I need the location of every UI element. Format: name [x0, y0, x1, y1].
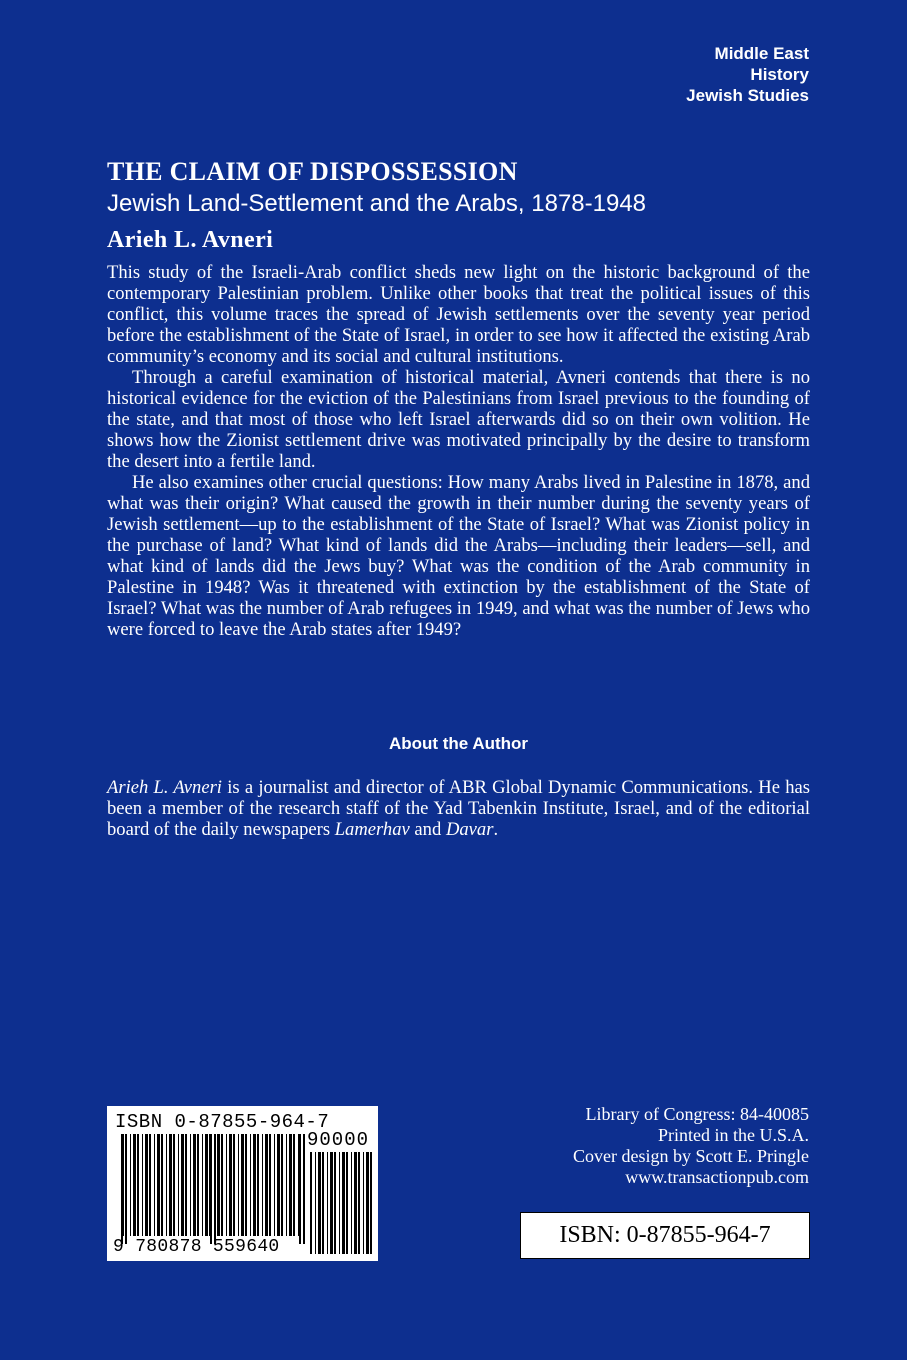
about-text-part: and — [409, 819, 446, 840]
publication-info — [573, 1104, 809, 1188]
author-name: Arieh L. Avneri — [107, 777, 222, 798]
about-author-paragraph — [107, 777, 810, 840]
description-paragraph: This study of the Israeli-Arab conflict sheds new light on the historic background of the contemporary Palestinian problem. Unlike other books that treat the political issues of this conflict, this volume traces the spread of Jewish settlements over the seventy year period before the establishment of the State of Israel, in order to see how it affected the existing Arab community’s economy and its social and cultural institutions. — [107, 262, 810, 367]
book-description — [107, 262, 810, 640]
barcode-price-code: 90000 — [306, 1129, 369, 1151]
printed-in: Printed in the U.S.A. — [658, 1125, 809, 1145]
isbn-box: ISBN: 0-87855-964-7 — [520, 1212, 810, 1259]
about-text-part: is a journalist and director of ABR Global Dynamic Communications. He has been a member of the research staff of the Yad Tabenkin Institute, Israel, and of the editorial board of the daily newspapers — [107, 777, 810, 840]
about-author-text — [107, 777, 810, 840]
publisher-website: www.transactionpub.com — [625, 1167, 809, 1187]
barcode-ean-digits: 9 780878 559640 — [113, 1237, 280, 1257]
category-jewish-studies: Jewish Studies — [686, 86, 809, 105]
about-text-part: . — [493, 819, 499, 840]
cover-design-credit: Cover design by Scott E. Pringle — [573, 1146, 809, 1166]
book-title: THE CLAIM OF DISPOSSESSION — [107, 157, 518, 186]
barcode-label — [107, 1106, 378, 1261]
description-paragraph: Through a careful examination of historical material, Avneri contends that there is no historical evidence for the eviction of the Palestinians from Israel previous to the founding of the state, and that most of those who left Israel afterwards did so on their own volition. He shows how the Zionist settlement drive was motivated principally by the desire to transform the desert into a fertile land. — [107, 367, 810, 472]
newspaper-davar: Davar — [445, 819, 494, 840]
book-subtitle: Jewish Land-Settlement and the Arabs, 1878-1948 — [107, 190, 647, 217]
subject-categories — [686, 43, 809, 106]
newspaper-lamerhav: Lamerhav — [334, 819, 410, 840]
barcode-isbn-text: ISBN 0-87855-964-7 — [115, 1111, 330, 1133]
about-author-heading: About the Author — [388, 734, 529, 753]
library-of-congress: Library of Congress: 84-40085 — [585, 1104, 809, 1124]
category-history: History — [750, 65, 809, 84]
description-paragraph: He also examines other crucial questions: How many Arabs lived in Palestine in 1878, and what was their origin? What caused the growth in their number during the seventy years of Jewish settlement—up to the establishment of the State of Israel? What was Zionist policy in the purchase of land? What kind of lands did the Arabs—including their leaders—sell, and what kind of lands did the Jews buy? What was the condition of the Arab community in Palestine in 1948? Was it threatened with extinction by the establishment of the State of Israel? What was the number of Arab refugees in 1949, and what was the number of Jews who were forced to leave the Arab states after 1949? — [107, 472, 810, 640]
book-author: Arieh L. Avneri — [107, 227, 274, 253]
category-middle-east: Middle East — [714, 44, 809, 63]
